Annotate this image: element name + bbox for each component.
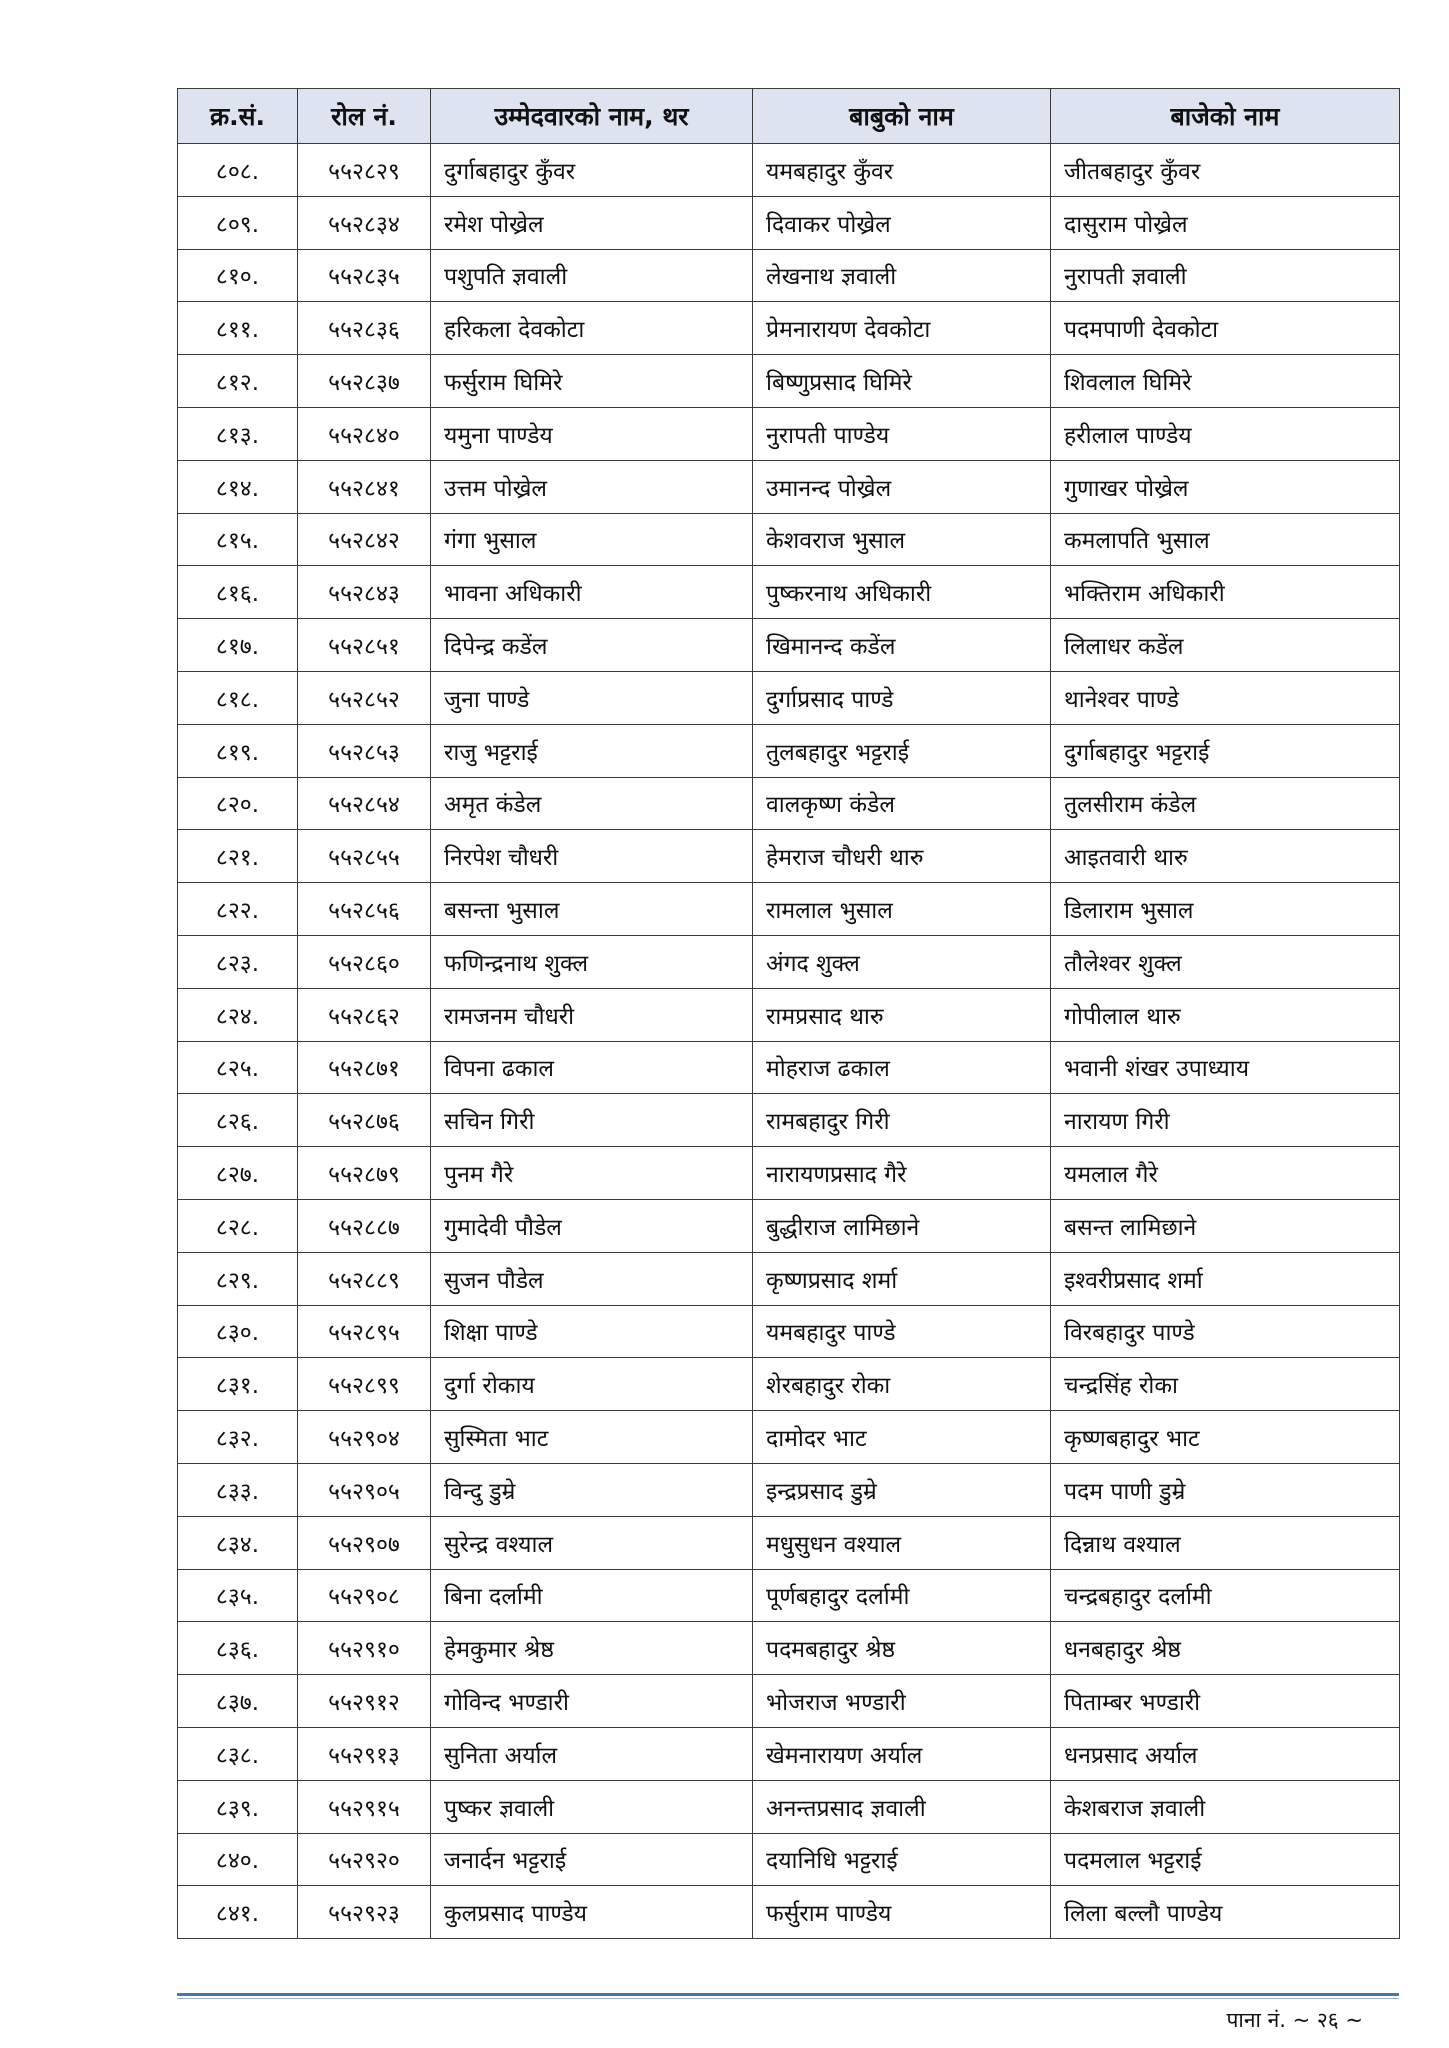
cell-grandfather-name: लिलाधर कडेंल <box>1051 619 1400 672</box>
cell-grandfather-name: धनप्रसाद अर्याल <box>1051 1727 1400 1780</box>
cell-father-name: अनन्तप्रसाद ज्ञवाली <box>753 1780 1051 1833</box>
cell-father-name: पुष्करनाथ अधिकारी <box>753 566 1051 619</box>
cell-grandfather-name: दासुराम पोख्रेल <box>1051 196 1400 249</box>
cell-roll-no: ५५२८३४ <box>298 196 431 249</box>
cell-grandfather-name: दुर्गाबहादुर भट्टराई <box>1051 724 1400 777</box>
cell-father-name: प्रेमनारायण देवकोटा <box>753 302 1051 355</box>
cell-serial-no: ८२१. <box>178 830 298 883</box>
cell-candidate-name: सुनिता अर्याल <box>431 1727 753 1780</box>
cell-father-name: लेखनाथ ज्ञवाली <box>753 249 1051 302</box>
cell-father-name: हेमराज चौधरी थारु <box>753 830 1051 883</box>
cell-serial-no: ८३०. <box>178 1305 298 1358</box>
cell-roll-no: ५५२८५४ <box>298 777 431 830</box>
cell-father-name: मोहराज ढकाल <box>753 1041 1051 1094</box>
cell-grandfather-name: पदमपाणी देवकोटा <box>1051 302 1400 355</box>
cell-roll-no: ५५२९०८ <box>298 1569 431 1622</box>
cell-serial-no: ८३२. <box>178 1411 298 1464</box>
cell-roll-no: ५५२८७१ <box>298 1041 431 1094</box>
cell-grandfather-name: भवानी शंखर उपाध्याय <box>1051 1041 1400 1094</box>
table-row <box>178 1305 1400 1358</box>
cell-father-name: शेरबहादुर रोका <box>753 1358 1051 1411</box>
cell-roll-no: ५५२९१५ <box>298 1780 431 1833</box>
cell-father-name: बिष्णुप्रसाद घिमिरे <box>753 355 1051 408</box>
cell-candidate-name: पुनम गैरे <box>431 1147 753 1200</box>
cell-candidate-name: विपना ढकाल <box>431 1041 753 1094</box>
table-row <box>178 1199 1400 1252</box>
cell-roll-no: ५५२९०७ <box>298 1516 431 1569</box>
table-row <box>178 1411 1400 1464</box>
cell-father-name: पूर्णबहादुर दर्लामी <box>753 1569 1051 1622</box>
cell-candidate-name: यमुना पाण्डेय <box>431 407 753 460</box>
cell-grandfather-name: गुणाखर पोख्रेल <box>1051 460 1400 513</box>
cell-grandfather-name: चन्द्रसिंह रोका <box>1051 1358 1400 1411</box>
cell-grandfather-name: आइतवारी थारु <box>1051 830 1400 883</box>
cell-roll-no: ५५२८७९ <box>298 1147 431 1200</box>
cell-roll-no: ५५२८५५ <box>298 830 431 883</box>
cell-father-name: कृष्णप्रसाद शर्मा <box>753 1252 1051 1305</box>
footer-divider <box>177 1993 1399 1996</box>
table-row <box>178 196 1400 249</box>
table-row <box>178 1516 1400 1569</box>
table-row <box>178 935 1400 988</box>
cell-father-name: खिमानन्द कडेंल <box>753 619 1051 672</box>
cell-candidate-name: उत्तम पोख्रेल <box>431 460 753 513</box>
cell-serial-no: ८२७. <box>178 1147 298 1200</box>
cell-grandfather-name: डिलाराम भुसाल <box>1051 883 1400 936</box>
table-row <box>178 883 1400 936</box>
cell-grandfather-name: चन्द्रबहादुर दर्लामी <box>1051 1569 1400 1622</box>
table-row <box>178 1675 1400 1728</box>
cell-grandfather-name: हरीलाल पाण्डेय <box>1051 407 1400 460</box>
cell-roll-no: ५५२८२९ <box>298 144 431 197</box>
cell-serial-no: ८२६. <box>178 1094 298 1147</box>
cell-father-name: अंगद शुक्ल <box>753 935 1051 988</box>
cell-grandfather-name: जीतबहादुर कुँवर <box>1051 144 1400 197</box>
cell-candidate-name: हरिकला देवकोटा <box>431 302 753 355</box>
cell-serial-no: ८३४. <box>178 1516 298 1569</box>
table-header <box>178 89 1400 144</box>
cell-roll-no: ५५२९१३ <box>298 1727 431 1780</box>
cell-candidate-name: दुर्गा रोकाय <box>431 1358 753 1411</box>
cell-roll-no: ५५२८५६ <box>298 883 431 936</box>
table-row <box>178 249 1400 302</box>
cell-candidate-name: राजु भट्टराई <box>431 724 753 777</box>
cell-candidate-name: विन्दु डुम्रे <box>431 1463 753 1516</box>
table-row <box>178 566 1400 619</box>
table-row <box>178 1569 1400 1622</box>
cell-serial-no: ८२८. <box>178 1199 298 1252</box>
cell-father-name: वालकृष्ण कंडेल <box>753 777 1051 830</box>
cell-grandfather-name: पिताम्बर भण्डारी <box>1051 1675 1400 1728</box>
cell-candidate-name: फणिन्द्रनाथ शुक्ल <box>431 935 753 988</box>
header-father-name: बाबुको नाम <box>753 89 1051 144</box>
cell-serial-no: ८१२. <box>178 355 298 408</box>
cell-roll-no: ५५२८९५ <box>298 1305 431 1358</box>
cell-candidate-name: हेमकुमार श्रेष्ठ <box>431 1622 753 1675</box>
cell-serial-no: ८०९. <box>178 196 298 249</box>
cell-grandfather-name: पदमलाल भट्टराई <box>1051 1833 1400 1886</box>
cell-roll-no: ५५२८३५ <box>298 249 431 302</box>
cell-candidate-name: गुमादेवी पौडेल <box>431 1199 753 1252</box>
cell-grandfather-name: कमलापति भुसाल <box>1051 513 1400 566</box>
cell-father-name: केशवराज भुसाल <box>753 513 1051 566</box>
cell-candidate-name: पशुपति ज्ञवाली <box>431 249 753 302</box>
cell-roll-no: ५५२८४० <box>298 407 431 460</box>
cell-father-name: उमानन्द पोख्रेल <box>753 460 1051 513</box>
cell-father-name: रामबहादुर गिरी <box>753 1094 1051 1147</box>
cell-roll-no: ५५२८५३ <box>298 724 431 777</box>
table-row <box>178 671 1400 724</box>
cell-roll-no: ५५२८६० <box>298 935 431 988</box>
table-row <box>178 302 1400 355</box>
cell-serial-no: ८१७. <box>178 619 298 672</box>
cell-candidate-name: सुजन पौडेल <box>431 1252 753 1305</box>
cell-serial-no: ८१६. <box>178 566 298 619</box>
table-row <box>178 830 1400 883</box>
cell-grandfather-name: दिन्नाथ वश्याल <box>1051 1516 1400 1569</box>
cell-serial-no: ८२२. <box>178 883 298 936</box>
cell-candidate-name: शिक्षा पाण्डे <box>431 1305 753 1358</box>
cell-father-name: नुरापती पाण्डेय <box>753 407 1051 460</box>
cell-father-name: इन्द्रप्रसाद डुम्रे <box>753 1463 1051 1516</box>
table-row <box>178 460 1400 513</box>
cell-serial-no: ८०८. <box>178 144 298 197</box>
table-body <box>178 144 1400 1939</box>
cell-roll-no: ५५२९०५ <box>298 1463 431 1516</box>
cell-candidate-name: सुस्मिता भाट <box>431 1411 753 1464</box>
cell-candidate-name: दुर्गाबहादुर कुँवर <box>431 144 753 197</box>
candidate-table <box>177 88 1400 1939</box>
table-row <box>178 1833 1400 1886</box>
cell-father-name: बुद्धीराज लामिछाने <box>753 1199 1051 1252</box>
cell-serial-no: ८३६. <box>178 1622 298 1675</box>
table-row <box>178 1727 1400 1780</box>
cell-serial-no: ८१४. <box>178 460 298 513</box>
cell-serial-no: ८१०. <box>178 249 298 302</box>
header-roll-no: रोल नं. <box>298 89 431 144</box>
cell-father-name: दयानिधि भट्टराई <box>753 1833 1051 1886</box>
cell-serial-no: ८१३. <box>178 407 298 460</box>
cell-roll-no: ५५२८८७ <box>298 1199 431 1252</box>
cell-candidate-name: पुष्कर ज्ञवाली <box>431 1780 753 1833</box>
cell-grandfather-name: पदम पाणी डुम्रे <box>1051 1463 1400 1516</box>
cell-candidate-name: जुना पाण्डे <box>431 671 753 724</box>
table-row <box>178 988 1400 1041</box>
cell-roll-no: ५५२९०४ <box>298 1411 431 1464</box>
cell-grandfather-name: नुरापती ज्ञवाली <box>1051 249 1400 302</box>
cell-father-name: यमबहादुर कुँवर <box>753 144 1051 197</box>
cell-grandfather-name: थानेश्वर पाण्डे <box>1051 671 1400 724</box>
cell-grandfather-name: गोपीलाल थारु <box>1051 988 1400 1041</box>
cell-serial-no: ८२४. <box>178 988 298 1041</box>
cell-serial-no: ८३१. <box>178 1358 298 1411</box>
cell-grandfather-name: केशबराज ज्ञवाली <box>1051 1780 1400 1833</box>
page-number: पाना नं. ~ २६ ~ <box>1226 2008 1363 2032</box>
cell-grandfather-name: कृष्णबहादुर भाट <box>1051 1411 1400 1464</box>
cell-grandfather-name: इश्वरीप्रसाद शर्मा <box>1051 1252 1400 1305</box>
cell-serial-no: ८११. <box>178 302 298 355</box>
cell-grandfather-name: तुलसीराम कंडेल <box>1051 777 1400 830</box>
table-row <box>178 1358 1400 1411</box>
cell-father-name: रामप्रसाद थारु <box>753 988 1051 1041</box>
cell-serial-no: ८१५. <box>178 513 298 566</box>
cell-grandfather-name: विरबहादुर पाण्डे <box>1051 1305 1400 1358</box>
cell-roll-no: ५५२८५१ <box>298 619 431 672</box>
table-row <box>178 1622 1400 1675</box>
cell-candidate-name: गोविन्द भण्डारी <box>431 1675 753 1728</box>
cell-candidate-name: बिना दर्लामी <box>431 1569 753 1622</box>
table-row <box>178 1780 1400 1833</box>
header-row <box>178 89 1400 144</box>
cell-serial-no: ८४१. <box>178 1886 298 1939</box>
cell-serial-no: ८२०. <box>178 777 298 830</box>
cell-roll-no: ५५२८५२ <box>298 671 431 724</box>
cell-roll-no: ५५२८६२ <box>298 988 431 1041</box>
cell-candidate-name: दिपेन्द्र कडेंल <box>431 619 753 672</box>
table-row <box>178 1147 1400 1200</box>
cell-serial-no: ८४०. <box>178 1833 298 1886</box>
cell-serial-no: ८३८. <box>178 1727 298 1780</box>
table-row <box>178 355 1400 408</box>
cell-grandfather-name: धनबहादुर श्रेष्ठ <box>1051 1622 1400 1675</box>
table-row <box>178 1252 1400 1305</box>
cell-roll-no: ५५२९२३ <box>298 1886 431 1939</box>
table-row <box>178 1094 1400 1147</box>
cell-grandfather-name: यमलाल गैरे <box>1051 1147 1400 1200</box>
cell-serial-no: ८१९. <box>178 724 298 777</box>
table-row <box>178 619 1400 672</box>
cell-roll-no: ५५२९१२ <box>298 1675 431 1728</box>
cell-roll-no: ५५२८८९ <box>298 1252 431 1305</box>
cell-grandfather-name: भक्तिराम अधिकारी <box>1051 566 1400 619</box>
cell-father-name: पदमबहादुर श्रेष्ठ <box>753 1622 1051 1675</box>
cell-candidate-name: रामजनम चौधरी <box>431 988 753 1041</box>
cell-candidate-name: अमृत कंडेल <box>431 777 753 830</box>
cell-roll-no: ५५२८९९ <box>298 1358 431 1411</box>
cell-candidate-name: जनार्दन भट्टराई <box>431 1833 753 1886</box>
cell-candidate-name: निरपेश चौधरी <box>431 830 753 883</box>
cell-roll-no: ५५२८३७ <box>298 355 431 408</box>
cell-candidate-name: सुरेन्द्र वश्याल <box>431 1516 753 1569</box>
table-row <box>178 1463 1400 1516</box>
cell-father-name: भोजराज भण्डारी <box>753 1675 1051 1728</box>
cell-roll-no: ५५२९१० <box>298 1622 431 1675</box>
table-row <box>178 144 1400 197</box>
cell-father-name: दिवाकर पोख्रेल <box>753 196 1051 249</box>
cell-roll-no: ५५२८४१ <box>298 460 431 513</box>
cell-father-name: खेमनारायण अर्याल <box>753 1727 1051 1780</box>
cell-father-name: फर्सुराम पाण्डेय <box>753 1886 1051 1939</box>
cell-serial-no: ८२३. <box>178 935 298 988</box>
cell-candidate-name: फर्सुराम घिमिरे <box>431 355 753 408</box>
cell-candidate-name: सचिन गिरी <box>431 1094 753 1147</box>
cell-roll-no: ५५२८४३ <box>298 566 431 619</box>
cell-candidate-name: भावना अधिकारी <box>431 566 753 619</box>
cell-father-name: दामोदर भाट <box>753 1411 1051 1464</box>
table-row <box>178 1886 1400 1939</box>
cell-father-name: नारायणप्रसाद गैरे <box>753 1147 1051 1200</box>
cell-serial-no: ८३३. <box>178 1463 298 1516</box>
cell-serial-no: ८१८. <box>178 671 298 724</box>
cell-serial-no: ८३७. <box>178 1675 298 1728</box>
cell-serial-no: ८२५. <box>178 1041 298 1094</box>
cell-grandfather-name: शिवलाल घिमिरे <box>1051 355 1400 408</box>
header-candidate-name: उम्मेदवारको नाम, थर <box>431 89 753 144</box>
cell-grandfather-name: नारायण गिरी <box>1051 1094 1400 1147</box>
cell-candidate-name: कुलप्रसाद पाण्डेय <box>431 1886 753 1939</box>
table-row <box>178 777 1400 830</box>
cell-father-name: मधुसुधन वश्याल <box>753 1516 1051 1569</box>
cell-roll-no: ५५२९२० <box>298 1833 431 1886</box>
cell-candidate-name: गंगा भुसाल <box>431 513 753 566</box>
cell-father-name: दुर्गाप्रसाद पाण्डे <box>753 671 1051 724</box>
table-row <box>178 724 1400 777</box>
cell-grandfather-name: लिला बल्लौ पाण्डेय <box>1051 1886 1400 1939</box>
table-row <box>178 513 1400 566</box>
cell-roll-no: ५५२८३६ <box>298 302 431 355</box>
cell-serial-no: ८३५. <box>178 1569 298 1622</box>
header-grandfather-name: बाजेको नाम <box>1051 89 1400 144</box>
cell-candidate-name: रमेश पोख्रेल <box>431 196 753 249</box>
header-serial-no: क्र.सं. <box>178 89 298 144</box>
footer-divider-thin <box>177 1998 1399 1999</box>
table-row <box>178 407 1400 460</box>
cell-father-name: तुलबहादुर भट्टराई <box>753 724 1051 777</box>
cell-grandfather-name: तौलेश्वर शुक्ल <box>1051 935 1400 988</box>
table-row <box>178 1041 1400 1094</box>
cell-roll-no: ५५२८७६ <box>298 1094 431 1147</box>
cell-roll-no: ५५२८४२ <box>298 513 431 566</box>
cell-grandfather-name: बसन्त लामिछाने <box>1051 1199 1400 1252</box>
cell-serial-no: ८३९. <box>178 1780 298 1833</box>
cell-father-name: यमबहादुर पाण्डे <box>753 1305 1051 1358</box>
cell-serial-no: ८२९. <box>178 1252 298 1305</box>
cell-candidate-name: बसन्ता भुसाल <box>431 883 753 936</box>
cell-father-name: रामलाल भुसाल <box>753 883 1051 936</box>
